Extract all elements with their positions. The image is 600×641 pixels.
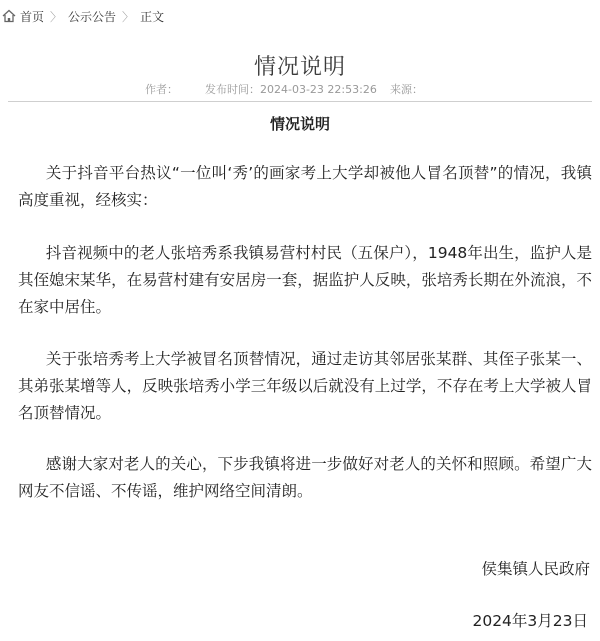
article-paragraph: 感谢大家对老人的关心，下步我镇将进一步做好对老人的关怀和照顾。希望广大网友不信谣、不传谣，维护网络空间清朗。 xyxy=(18,455,592,500)
article-paragraph: 抖音视频中的老人张培秀系我镇易营村村民（五保户），1948年出生，监护人是其侄媳宋某华，在易营村建有安居房一套，据监护人反映，张培秀长期在外流浪，不在家中居住。 xyxy=(18,244,592,316)
publish-time-label: 发布时间： xyxy=(205,83,260,96)
page-title: 情况说明 xyxy=(253,55,346,80)
signature: 侯集镇人民政府 xyxy=(481,560,590,578)
breadcrumb-category-link[interactable]: 公示公告 xyxy=(68,9,117,24)
author-label: 作者： xyxy=(145,83,178,96)
publish-time xyxy=(205,81,377,97)
breadcrumb xyxy=(0,6,164,26)
breadcrumb-separator: 〉 xyxy=(50,9,63,24)
source-label: 来源： xyxy=(390,83,423,96)
divider xyxy=(8,101,592,102)
breadcrumb-separator: 〉 xyxy=(122,9,135,24)
breadcrumb-home-link[interactable]: 首页 xyxy=(20,9,45,24)
document-heading: 情况说明 xyxy=(269,115,330,133)
breadcrumb-current: 正文 xyxy=(140,9,165,24)
document-date: 2024年3月23日 xyxy=(472,612,588,630)
publish-time-value: 2024-03-23 22:53:26 xyxy=(260,83,377,96)
home-icon[interactable] xyxy=(2,9,16,23)
article-paragraph: 关于张培秀考上大学被冒名顶替情况，通过走访其邻居张某群、其侄子张某一、其弟张某增等人，反映张培秀小学三年级以后就没有上过学，不存在考上大学被人冒名顶替情况。 xyxy=(18,350,592,422)
article-paragraph: 关于抖音平台热议“一位叫‘秀’的画家考上大学却被他人冒名顶替”的情况，我镇高度重视，经核实： xyxy=(18,164,592,209)
